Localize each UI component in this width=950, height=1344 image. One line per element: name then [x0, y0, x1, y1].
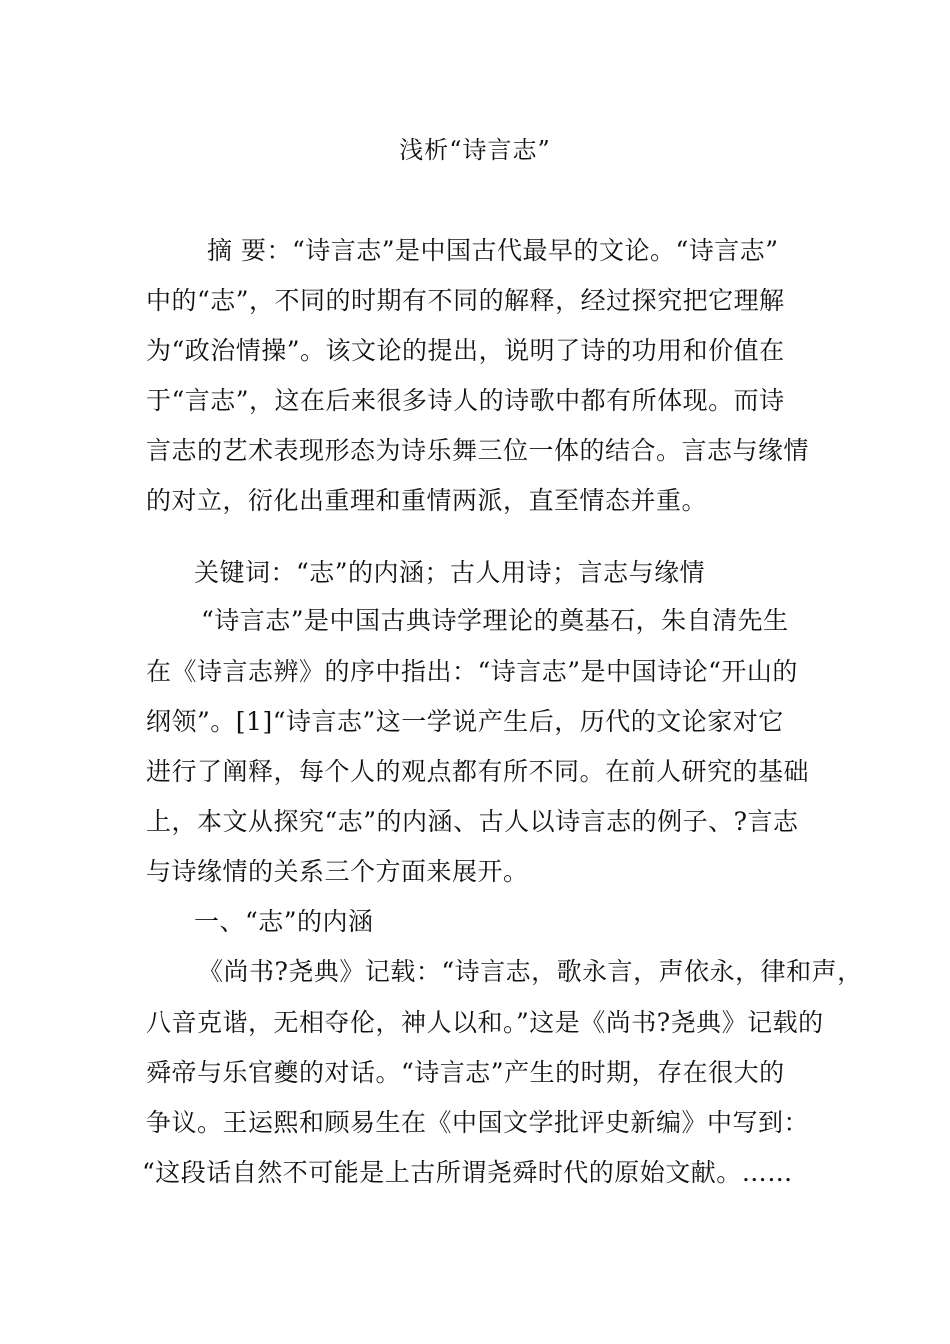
abstract-line: 摘 要：“诗言志”是中国古代最早的文论。“诗言志” [207, 236, 779, 265]
section-line: “这段话自然不可能是上古所谓尧舜时代的原始文献。…… [142, 1158, 793, 1187]
abstract-line: 于“言志”，这在后来很多诗人的诗歌中都有所体现。而诗 [146, 386, 785, 415]
abstract-line: 为“政治情操”。该文论的提出，说明了诗的功用和价值在 [146, 336, 785, 365]
document-title: 浅析“诗言志” [399, 136, 551, 164]
abstract-line: 的对立，衍化出重理和重情两派，直至情态并重。 [146, 486, 708, 515]
intro-line: 与诗缘情的关系三个方面来展开。 [146, 857, 529, 886]
intro-line: 在《诗言志辨》的序中指出：“诗言志”是中国诗论“开山的 [146, 657, 798, 686]
section-line: 《尚书?尧典》记载：“诗言志，歌永言，声依永，律和声， [198, 957, 863, 986]
intro-line: 进行了阐释，每个人的观点都有所不同。在前人研究的基础 [146, 757, 810, 786]
section-line: 舜帝与乐官夔的对话。“诗言志”产生的时期，存在很大的 [146, 1058, 785, 1087]
section-heading: 一、“志”的内涵 [194, 907, 374, 936]
intro-line: 上，本文从探究“志”的内涵、古人以诗言志的例子、?言志 [146, 807, 799, 836]
keywords-line: 关键词：“志”的内涵；古人用诗；言志与缘情 [194, 558, 706, 587]
abstract-line: 中的“志”，不同的时期有不同的解释，经过探究把它理解 [146, 286, 785, 315]
intro-line: “诗言志”是中国古典诗学理论的奠基石，朱自清先生 [201, 606, 789, 635]
section-line: 八音克谐，无相夺伦，神人以和。”这是《尚书?尧典》记载的 [146, 1008, 824, 1037]
section-line: 争议。王运熙和顾易生在《中国文学批评史新编》中写到： [146, 1108, 810, 1137]
abstract-line: 言志的艺术表现形态为诗乐舞三位一体的结合。言志与缘情 [146, 436, 810, 465]
intro-line: 纲领”。[1]“诗言志”这一学说产生后，历代的文论家对它 [146, 707, 784, 736]
